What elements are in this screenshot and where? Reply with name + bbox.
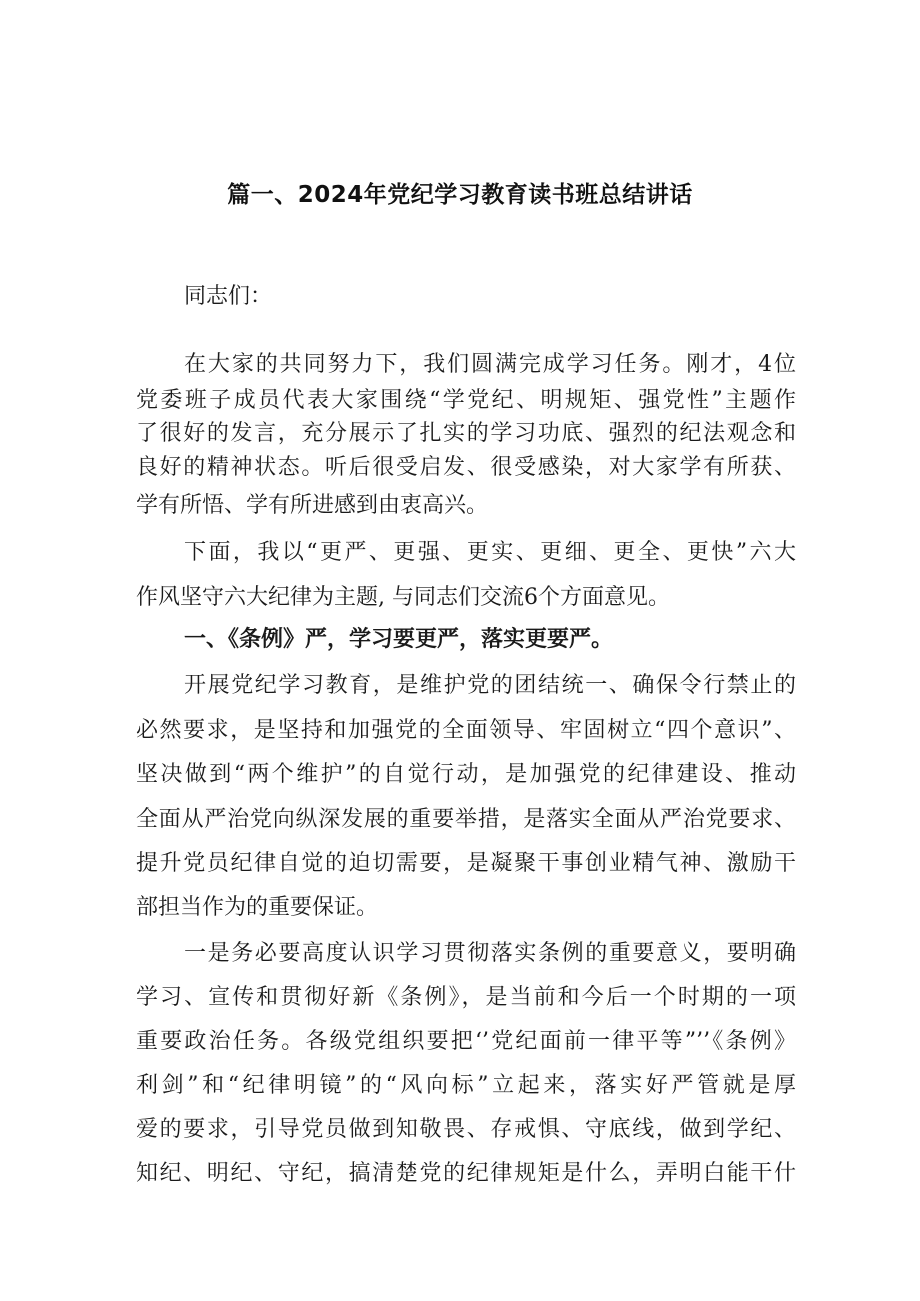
paragraph-line: 了很好的发言，充分展示了扎实的学习功底、强烈的纪法观念和 [136, 421, 796, 446]
paragraph-line: 坚决做到“两个维护”的自觉行动，是加强党的纪律建设、推动 [136, 762, 796, 787]
paragraph-line: 学习、宣传和贯彻好新《条例》，是当前和今后一个时期的一项 [136, 985, 796, 1010]
paragraph-line: 在大家的共同努力下，我们圆满完成学习任务。刚才，4位 [184, 352, 796, 377]
section-heading: 一、《条例》严，学习要更严，落实更要严。 [184, 627, 614, 652]
paragraph-line: 爱的要求，引导党员做到知敬畏、存戒惧、守底线，做到学纪、 [136, 1117, 796, 1142]
paragraph-line: 提升党员纪律自觉的迫切需要，是凝聚干事创业精气神、激励干 [136, 851, 796, 876]
salutation: 同志们： [184, 284, 273, 309]
paragraph-line: 学有所悟、学有所进感到由衷高兴。 [136, 493, 489, 518]
paragraph-line: 重要政治任务。各级党组织要把‘’党纪面前一律平等”’’《条例》 [136, 1029, 796, 1054]
paragraph-line: 知纪、明纪、守纪，搞清楚党的纪律规矩是什么，弄明白能干什 [136, 1161, 796, 1186]
paragraph-line: 作风坚守六大纪律为主题, 与同志们交流6个方面意见。 [136, 585, 670, 610]
paragraph-line: 开展党纪学习教育，是维护党的团结统一、确保令行禁止的 [184, 673, 796, 698]
paragraph-line: 必然要求，是坚持和加强党的全面领导、牢固树立“四个意识”、 [136, 718, 796, 743]
document-title: 篇一、2024年党纪学习教育读书班总结讲话 [227, 182, 693, 208]
paragraph-line: 一是务必要高度认识学习贯彻落实条例的重要意义，要明确 [184, 941, 796, 966]
paragraph-line: 全面从严治党向纵深发展的重要举措，是落实全面从严治党要求、 [136, 807, 796, 832]
paragraph-line: 下面，我以“更严、更强、更实、更细、更全、更快”六大 [184, 540, 796, 565]
paragraph-line: 党委班子成员代表大家围绕“学党纪、明规矩、强党性”主题作 [136, 388, 796, 413]
paragraph-line: 良好的精神状态。听后很受启发、很受感染，对大家学有所获、 [136, 455, 796, 480]
paragraph-line: 部担当作为的重要保证。 [136, 895, 379, 920]
paragraph-line: 利剑”和“纪律明镜”的“风向标”立起来，落实好严管就是厚 [136, 1073, 796, 1098]
